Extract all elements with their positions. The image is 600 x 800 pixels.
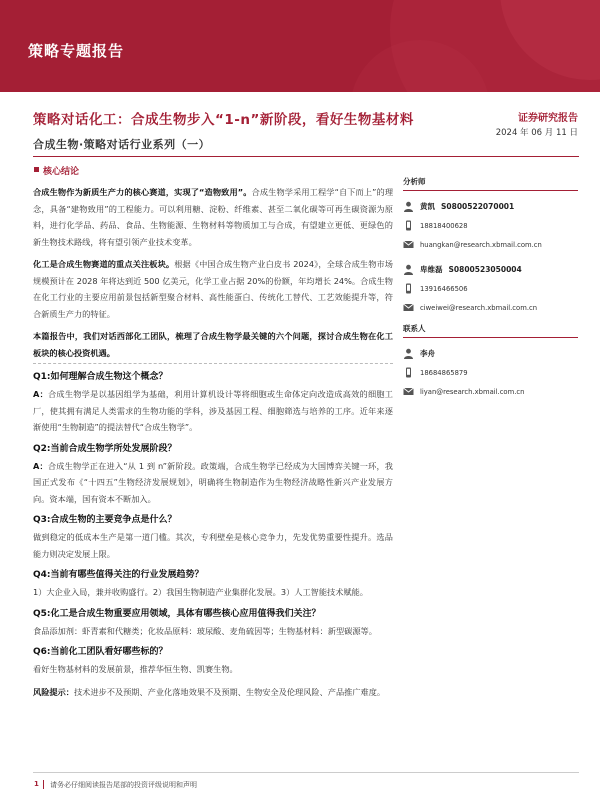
- qa-item: [33, 644, 393, 678]
- banner-title: 策略专题报告: [28, 42, 125, 60]
- question-2: Q2:当前合成生物学所处发展阶段？: [33, 443, 177, 454]
- question-5: Q5:化工是合成生物重要应用领域，具体有哪些核心应用值得我们关注？: [33, 608, 321, 619]
- person-icon: [403, 264, 414, 275]
- question-4: Q4:当前有哪些值得关注的行业发展趋势？: [33, 570, 204, 580]
- analyst-email[interactable]: huangkan@research.xbmail.com.cn: [420, 240, 542, 249]
- qa-item: [33, 441, 393, 508]
- section-divider: [33, 363, 393, 364]
- person-icon: [403, 348, 414, 359]
- core-paragraph-3: 本篇报告中，我们对话西部化工团队，梳理了合成生物学最关键的六个问题，探讨合成生物在化工板块的核心投资机遇。: [33, 331, 393, 358]
- contact-phone: 18684865879: [420, 368, 468, 377]
- page-number: 1: [34, 780, 39, 788]
- phone-icon: [403, 220, 414, 231]
- report-title: 策略对话化工：合成生物步入“1-n”新阶段，看好生物基材料: [33, 112, 414, 128]
- answer-1: A：合成生物学是以基因组学为基础，利用计算机设计等将细胞或生命体定向改造成高效的细胞工厂，使其拥有满足人类需求的生物功能的学科，涉及基因工程、细胞筛选与培养的工序。近年来逐渐使用“生物制造”的提法替代“合成生物学”。: [33, 389, 393, 432]
- qa-item: [33, 567, 393, 601]
- person-icon: [403, 201, 414, 212]
- email-icon: [403, 386, 414, 397]
- footer-separator: [43, 780, 44, 789]
- contact-card: [403, 344, 578, 401]
- main-column: [33, 178, 393, 700]
- answer-2: A：合成生物学正在进入“从 1 到 n”新阶段。政策端，合成生物学已经成为大国博弈关键一环，我国正式发布《“十四五”生物经济发展规划》，明确将生物制造作为生物经济战略性新兴产业发展方向。资本端，国有资本不断加入。: [33, 460, 393, 504]
- bullet-square-icon: [34, 167, 39, 172]
- banner-decoration: [260, 0, 600, 92]
- qa-item: [33, 369, 393, 436]
- analyst-phone: 18818400628: [420, 221, 468, 230]
- email-icon: [403, 239, 414, 250]
- footer-divider: [33, 772, 579, 773]
- page-footer: [0, 772, 600, 800]
- analyst-name: 黄凯: [420, 202, 435, 211]
- risk-warning: 风险提示：技术进步不及预期、产业化落地效果不及预期、生物安全及伦理风险、产品推广难度。: [33, 686, 386, 697]
- report-date: 2024 年 06 月 11 日: [495, 128, 578, 138]
- core-paragraph-2: 化工是合成生物赛道的重点关注板块。根据《中国合成生物产业白皮书 2024》，全球合成生物市场规模预计在 2028 年将达到近 500 亿美元，化学工业占据 20%的份额，年均增长 24%。合成生物在化工行业的主要应用前景包括新型聚合材料、高性能蛋白、传统化工替代、工艺效能提升等，符合新质生产力的特征。: [33, 259, 393, 319]
- answer-4: 1）大企业入局，兼并收购盛行。2）我国生物制造产业集群化发展。3）人工智能技术赋能。: [33, 587, 368, 597]
- analyst-card: [403, 260, 578, 317]
- question-6: Q6:当前化工团队看好哪些标的？: [33, 647, 168, 657]
- question-1: Q1:如何理解合成生物这个概念？: [33, 372, 168, 382]
- phone-icon: [403, 367, 414, 378]
- report-subtitle: 合成生物·策略对话行业系列（一）: [33, 138, 211, 151]
- header-banner: [0, 0, 600, 92]
- analyst-email[interactable]: ciweiwei@research.xbmail.com.cn: [420, 303, 538, 312]
- email-icon: [403, 302, 414, 313]
- core-conclusion-heading: 核心结论: [43, 167, 80, 177]
- report-type: 证券研究报告: [518, 113, 578, 124]
- core-paragraph-1: 合成生物作为新质生产力的核心赛道，实现了“造物致用”。合成生物学采用工程学“自下而上”的理念，具备“建物致用”的工程能力。可以利用糖、淀粉、纤维素、甚至二氧化碳等可再生碳资源为原料，进行化学品、药品、食品、生物能源、生物材料等物质加工与合成，有望建立更低、更绿色的新生物技术路线，将有望引领产业技术变革。: [33, 187, 394, 247]
- answer-3: 做到稳定的低成本生产是第一道门槛。其次，专利壁垒是核心竞争力，先发优势重要性提升。选品能力则决定发展上限。: [33, 532, 393, 559]
- analyst-phone: 13916466506: [420, 284, 468, 293]
- analyst-cert-code: S0800522070001: [441, 202, 515, 211]
- question-3: Q3:合成生物的主要竞争点是什么？: [33, 515, 177, 525]
- analyst-card: [403, 197, 578, 254]
- title-divider: [33, 156, 579, 157]
- qa-item: [33, 606, 393, 640]
- contacts-heading: 联系人: [403, 323, 578, 338]
- answer-5: 食品添加剂：虾青素和代糖类；化妆品原料：玻尿酸、麦角硫因等；生物基材料：新型碳源等。: [33, 625, 377, 636]
- contact-name: 李舟: [420, 349, 435, 358]
- contact-email[interactable]: liyan@research.xbmail.com.cn: [420, 387, 525, 396]
- analysts-heading: 分析师: [403, 176, 578, 191]
- answer-6: 看好生物基材料的发展前景，推荐华恒生物、凯赛生物。: [33, 664, 238, 674]
- analyst-cert-code: S0800523050004: [448, 265, 522, 274]
- qa-item: [33, 512, 393, 562]
- analyst-name: 卑维磊: [420, 265, 443, 274]
- phone-icon: [403, 283, 414, 294]
- analyst-sidebar: [403, 176, 578, 407]
- disclaimer-note: 请务必仔细阅读报告尾部的投资评级说明和声明: [50, 781, 197, 789]
